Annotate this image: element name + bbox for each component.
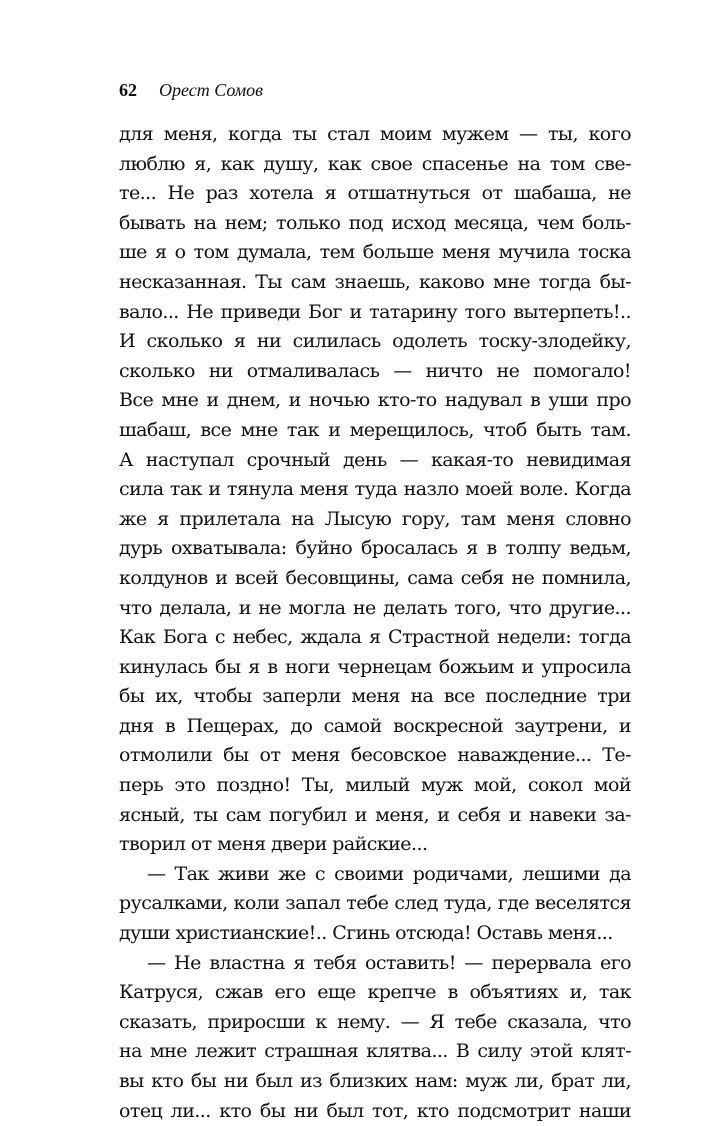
text-line: перь это поздно! Ты, милый муж мой, сокол мой — [119, 774, 631, 797]
text-line: сколько ни отмаливалась — ничто не помогало! — [119, 359, 631, 382]
text-line: вало... Не приведи Бог и татарину того вытерпеть!.. — [119, 300, 631, 323]
text-line: дурь охватывала: буйно бросалась я в толпу ведьм, — [119, 537, 631, 560]
text-line: же я прилетала на Лысую гору, там меня словно — [119, 507, 631, 530]
page-number: 62 — [119, 80, 137, 100]
running-header — [119, 80, 631, 114]
text-line: отец ли... кто бы ни был тот, кто подсмотрит наши — [119, 1099, 631, 1122]
text-line: — Так живи же с своими родичами, лешими да — [147, 862, 631, 885]
body-text — [119, 120, 631, 1126]
text-line: отмолили бы от меня бесовское наваждение... Те- — [119, 744, 631, 767]
text-line: дня в Пещерах, до самой воскресной заутрени, и — [119, 714, 631, 737]
text-line: русалками, коли запал тебе след туда, где веселятся — [119, 892, 631, 915]
text-line: А наступал срочный день — какая-то невидимая — [119, 448, 631, 471]
text-line: сказать, приросши к нему. — Я тебе сказала, что — [119, 1010, 631, 1033]
text-line: колдунов и всей бесовщины, сама себя не помнила, — [119, 566, 631, 589]
text-line: сила так и тянула меня туда назло моей воле. Когда — [119, 478, 631, 501]
text-line: на мне лежит страшная клятва... В силу этой клят- — [119, 1040, 631, 1063]
book-page — [119, 80, 631, 1126]
text-line: шабаш, все мне так и мерещилось, чтоб быть там. — [119, 418, 631, 441]
text-line: Все мне и днем, и ночью кто-то надувал в уши про — [119, 389, 631, 412]
text-line: Катруся, сжав его еще крепче в объятиях и, так — [119, 981, 631, 1004]
text-line: И сколько я ни силилась одолеть тоску-злодейку, — [119, 330, 631, 353]
author-name: Орест Сомов — [159, 80, 263, 100]
text-line: творил от меня двери райские... — [119, 833, 428, 856]
text-line: ше я о том думала, тем больше меня мучила тоска — [119, 241, 631, 264]
text-line: что делала, и не могла не делать того, что другие... — [119, 596, 631, 619]
text-line: бывать на нем; только под исход месяца, чем боль- — [119, 211, 631, 234]
text-line: бы их, чтобы заперли меня на все последние три — [119, 685, 631, 708]
text-line: несказанная. Ты сам знаешь, каково мне тогда бы- — [119, 270, 631, 293]
text-line: кинулась бы я в ноги чернецам божьим и упросила — [119, 655, 631, 678]
text-line: вы кто бы ни был из близких нам: муж ли, брат ли, — [119, 1070, 631, 1092]
text-line: Как Бога с небес, ждала я Страстной недели: тогда — [119, 626, 631, 649]
text-line: души христианские!.. Сгинь отсюда! Оставь меня... — [119, 922, 613, 945]
text-line: ясный, ты сам погубил и меня, и себя и навеки за- — [119, 803, 631, 826]
text-line: для меня, когда ты стал моим мужем — ты, кого — [119, 123, 631, 145]
text-line: люблю я, как душу, как свое спасенье на том све- — [119, 152, 631, 175]
text-line: — Не властна я тебя оставить! — перервала его — [147, 951, 631, 974]
text-line: те... Не раз хотела я отшатнуться от шабаша, не — [119, 182, 631, 205]
